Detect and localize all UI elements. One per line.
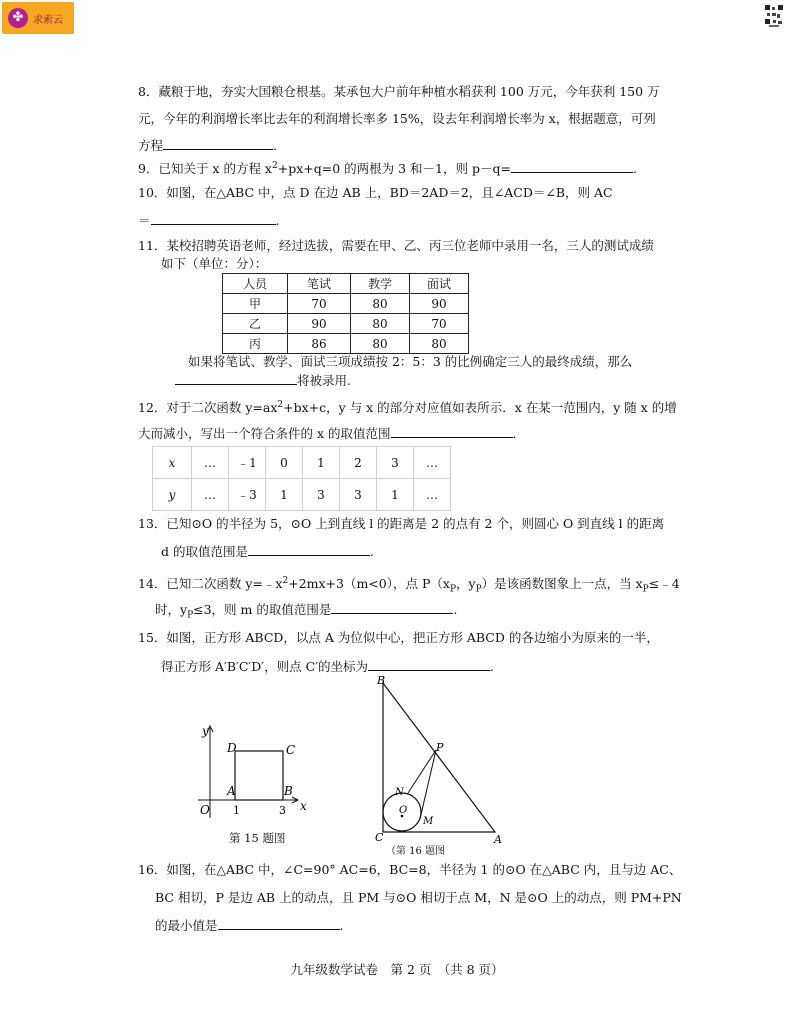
score-cell: 70 <box>288 294 351 314</box>
q14-line1-post3: ）是该函数图象上一点，当 x <box>481 576 643 592</box>
q8-answer-blank[interactable] <box>163 137 273 150</box>
xy-cell: x <box>153 447 192 479</box>
q16-line2: BC 相切，P 是边 AB 上的动点，且 PM 与⊙O 相切于点 M，N 是⊙O 上的动点，则 PM+PN <box>155 890 682 905</box>
xy-cell: … <box>192 447 229 479</box>
q10-answer-blank[interactable] <box>151 212 276 225</box>
q11-line3: 如果将笔试、教学、面试三项成绩按 2：5：3 的比例确定三人的最终成绩，那么 <box>188 354 633 369</box>
q10-line2 <box>138 212 280 229</box>
score-header-cell: 面试 <box>410 274 469 294</box>
q13-line2 <box>161 543 374 560</box>
score-cell: 甲 <box>223 294 288 314</box>
logo-icon: ✤ <box>8 8 28 28</box>
q10-line2-end: . <box>275 213 280 228</box>
q10-line1: 10．如图，在△ABC 中，点 D 在边 AB 上，BD＝2AD＝2，且∠ACD＝∠B，则 AC <box>138 185 613 200</box>
q15-tick-1: 1 <box>233 804 240 817</box>
q15-figure <box>180 718 310 826</box>
q9-text-end: . <box>632 161 637 177</box>
q14-line1 <box>138 573 680 598</box>
q8-line1: 8．藏粮于地，夯实大国粮仓根基。某承包大户前年种植水稻获利 100 万元，今年获利 150 万 <box>138 84 660 99</box>
q12-line1-post: +bx+c，y 与 x 的部分对应值如表所示．x 在某一范围内，y 随 x 的增 <box>283 400 677 416</box>
q15-label-o: O <box>200 803 210 817</box>
q9-line <box>138 158 637 177</box>
q15-square <box>235 751 283 800</box>
q14-sub-3: P <box>642 584 649 595</box>
q16-answer-blank[interactable] <box>218 917 340 930</box>
xy-cell: 3 <box>377 447 414 479</box>
q16-line3-end: . <box>339 918 344 933</box>
score-cell: 90 <box>288 314 351 334</box>
q11-line2: 如下（单位：分）： <box>161 256 268 271</box>
q14-answer-blank[interactable] <box>331 601 453 614</box>
xy-cell: 0 <box>266 447 303 479</box>
score-table <box>222 273 469 354</box>
score-cell: 70 <box>410 314 469 334</box>
q14-line2 <box>155 601 457 624</box>
q16-line-pm <box>420 750 436 819</box>
q16-line3 <box>155 917 344 934</box>
q15-caption: 第 15 题图 <box>229 831 286 845</box>
q11-line4-end: 将被录用. <box>297 373 351 388</box>
q13-line2-text: d 的取值范围是 <box>161 544 248 559</box>
score-cell: 乙 <box>223 314 288 334</box>
q8-line2: 元，今年的利润增长率比去年的利润增长率多 15%，设去年利润增长率为 x，根据题意，可列 <box>138 111 656 126</box>
q14-line2-pre: 时，y <box>155 602 188 617</box>
xy-cell: y <box>153 479 192 511</box>
xy-cell: … <box>192 479 229 511</box>
q16-figure <box>368 670 508 855</box>
q8-line3-end: . <box>273 138 277 153</box>
score-header-cell: 教学 <box>351 274 410 294</box>
q13-line2-end: . <box>369 544 374 559</box>
score-table-header <box>223 274 469 294</box>
q12-line2 <box>138 425 516 442</box>
q13-line1: 13．已知⊙O 的半径为 5，⊙O 上到直线 l 的距离是 2 的点有 2 个，则圆心 O 到直线 l 的距离 <box>138 516 665 531</box>
q14-sup: 2 <box>282 576 289 586</box>
q15-label-d: D <box>227 741 237 755</box>
table-row <box>223 314 469 334</box>
score-cell: 86 <box>288 334 351 354</box>
xy-cell: 1 <box>303 447 340 479</box>
xy-cell: 3 <box>340 479 377 511</box>
q14-line1-post4: ≤﹣4 <box>648 576 680 592</box>
xy-cell: ﹣1 <box>229 447 266 479</box>
score-header-cell: 人员 <box>223 274 288 294</box>
q9-text-pre: 9．已知关于 x 的方程 x <box>138 161 272 177</box>
xy-cell: 1 <box>377 479 414 511</box>
q10-line2-text: ＝ <box>138 213 151 228</box>
q15-label-x: x <box>300 799 307 813</box>
q16-label-n: N <box>395 787 404 798</box>
q12-answer-blank[interactable] <box>391 425 513 438</box>
q9-answer-blank[interactable] <box>511 160 633 173</box>
q16-label-o: O <box>399 805 408 816</box>
brand-logo <box>2 2 74 34</box>
q15-label-a: A <box>227 784 236 798</box>
score-cell: 丙 <box>223 334 288 354</box>
xy-cell: 3 <box>303 479 340 511</box>
q15-label-y: y <box>202 724 209 738</box>
table-row <box>223 294 469 314</box>
q16-line3-text: 的最小值是 <box>155 918 218 933</box>
q16-label-a: A <box>494 833 502 846</box>
xy-cell: … <box>414 447 451 479</box>
xy-cell: ﹣3 <box>229 479 266 511</box>
q14-sub-4: P <box>187 610 194 621</box>
q16-label-b: B <box>377 674 386 687</box>
q14-line2-post: ≤3，则 m 的取值范围是 <box>193 602 332 617</box>
q15-label-b: B <box>284 784 293 798</box>
xy-cell: 1 <box>266 479 303 511</box>
q14-line1-pre: 14．已知二次函数 y=﹣x <box>138 576 283 592</box>
qr-code-icon <box>764 4 784 28</box>
xy-value-table <box>152 446 451 511</box>
q12-sup: 2 <box>277 400 284 410</box>
q12-line1-pre: 12．对于二次函数 y=ax <box>138 400 278 416</box>
q8-line3 <box>138 137 277 154</box>
score-header-cell: 笔试 <box>288 274 351 294</box>
score-cell: 80 <box>351 334 410 354</box>
xy-cell: … <box>414 479 451 511</box>
q13-answer-blank[interactable] <box>248 543 370 556</box>
q15-tick-3: 3 <box>279 804 286 817</box>
q16-label-m: M <box>423 816 434 827</box>
q12-line1 <box>138 397 677 416</box>
q9-sup: 2 <box>271 161 278 171</box>
q12-line2-end: . <box>512 426 517 441</box>
q16-label-c: C <box>375 831 384 844</box>
q11-line1: 11．某校招聘英语老师，经过选拔，需要在甲、乙、丙三位老师中录用一名，三人的测试成绩 <box>138 238 654 253</box>
q15-line2-text: 得正方形 A′B′C′D′，则点 C′的坐标为 <box>161 659 369 674</box>
q9-text-mid: +px+q=0 的两根为 3 和－1，则 p－q= <box>277 161 511 177</box>
q14-line1-post: +2mx+3（m<0），点 P（x <box>288 576 450 592</box>
q15-line1: 15．如图，正方形 ABCD，以点 A 为位似中心，把正方形 ABCD 的各边缩小为原来的一半， <box>138 630 659 645</box>
score-cell: 80 <box>351 294 410 314</box>
q14-line2-end: . <box>453 602 458 617</box>
q8-line3-text: 方程 <box>138 138 164 153</box>
score-cell: 90 <box>410 294 469 314</box>
q15-label-c: C <box>286 743 296 757</box>
q14-sub-1: P <box>449 584 456 595</box>
q11-line4 <box>175 372 351 389</box>
xy-cell: 2 <box>340 447 377 479</box>
score-cell: 80 <box>351 314 410 334</box>
q16-caption: （第 16 题图 <box>386 846 446 857</box>
q14-sub-2: P <box>475 584 482 595</box>
q11-answer-blank[interactable] <box>175 372 297 385</box>
q16-label-p: P <box>436 741 444 754</box>
table-row <box>153 479 451 511</box>
table-row <box>223 334 469 354</box>
q14-line1-post2: ，y <box>456 576 476 592</box>
q15-line2-end: . <box>490 659 494 674</box>
page-footer: 九年级数学试卷 第 2 页 （共 8 页） <box>290 962 504 977</box>
q16-line-pn <box>408 750 436 793</box>
logo-text: 求索云 <box>33 15 63 26</box>
table-row <box>153 447 451 479</box>
score-cell: 80 <box>410 334 469 354</box>
q16-line1: 16．如图，在△ABC 中，∠C=90° AC=6，BC=8，半径为 1 的⊙O 在△ABC 内，且与边 AC、 <box>138 862 682 877</box>
q12-line2-text: 大而减小，写出一个符合条件的 x 的取值范围 <box>138 426 391 441</box>
